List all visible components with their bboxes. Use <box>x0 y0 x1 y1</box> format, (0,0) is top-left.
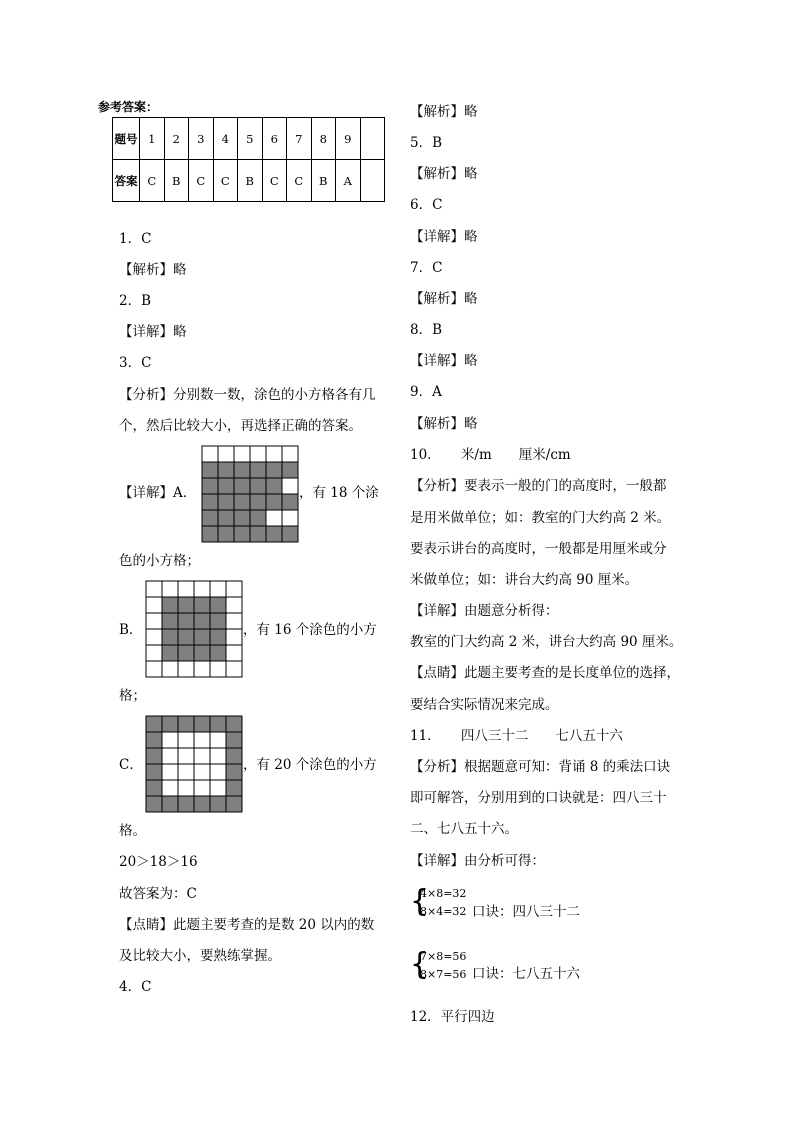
blank-cell <box>162 764 178 780</box>
text-line: 教室的门大约高 2 米，讲台大约高 90 厘米。 <box>410 634 683 650</box>
table-cell: B <box>311 160 336 202</box>
shaded-cell <box>146 716 162 732</box>
shaded-cell <box>162 716 178 732</box>
shaded-cell <box>266 462 282 478</box>
text-line: 【解析】略 <box>410 104 478 120</box>
blank-cell <box>146 613 162 629</box>
shaded-cell <box>194 629 210 645</box>
table-cell: 2 <box>164 118 189 160</box>
text-line: 7．C <box>410 260 443 276</box>
text-line: 【分析】要表示一般的门的高度时，一般都 <box>410 478 667 494</box>
shaded-cell <box>146 732 162 748</box>
text-line: 【解析】略 <box>119 262 187 278</box>
table-cell: A <box>336 160 361 202</box>
text-line: 1．C <box>119 231 152 247</box>
text-line: 【解析】略 <box>410 166 478 182</box>
table-cell: 1 <box>140 118 165 160</box>
grid-figure-c <box>145 715 243 813</box>
grid-b-svg <box>145 580 243 678</box>
blank-cell <box>282 510 298 526</box>
shaded-cell <box>178 645 194 661</box>
shaded-cell <box>218 478 234 494</box>
blank-cell <box>282 446 298 462</box>
shaded-cell <box>218 526 234 542</box>
answer-table-title: 参考答案： <box>98 100 159 114</box>
shaded-cell <box>202 478 218 494</box>
blank-cell <box>226 629 242 645</box>
shaded-cell <box>226 748 242 764</box>
blank-cell <box>162 732 178 748</box>
table-cell: B <box>238 160 263 202</box>
blank-cell <box>146 597 162 613</box>
shaded-cell <box>282 494 298 510</box>
blank-cell <box>210 748 226 764</box>
shaded-cell <box>210 597 226 613</box>
shaded-cell <box>162 613 178 629</box>
text-line: 色的小方格； <box>119 553 200 569</box>
shaded-cell <box>226 764 242 780</box>
brace-icon: { <box>410 947 430 982</box>
text-line: 【详解】略 <box>119 324 187 340</box>
text-line: 11． 四八三十二 七八五十六 <box>410 728 623 744</box>
shaded-cell <box>202 510 218 526</box>
equation: 8×4=32 <box>420 905 467 918</box>
blank-cell <box>266 446 282 462</box>
text-line: 9．A <box>410 384 442 400</box>
blank-cell <box>210 780 226 796</box>
blank-cell <box>162 748 178 764</box>
shaded-cell <box>194 645 210 661</box>
text-line: 即可解答，分别用到的口诀就是：四八三十 <box>410 790 667 806</box>
text-line: 6．C <box>410 197 443 213</box>
table-cell: 9 <box>336 118 361 160</box>
grid-c-svg <box>145 715 243 813</box>
text-line: 二、七八五十六。 <box>410 821 518 837</box>
text-line: 格； <box>119 688 146 704</box>
shaded-cell <box>162 796 178 812</box>
grid-figure-a <box>201 445 299 543</box>
shaded-cell <box>234 462 250 478</box>
shaded-cell <box>226 732 242 748</box>
text-line: 8．B <box>410 322 443 338</box>
shaded-cell <box>178 796 194 812</box>
shaded-cell <box>226 716 242 732</box>
text-line: 4．C <box>119 979 152 995</box>
shaded-cell <box>234 526 250 542</box>
shaded-cell <box>250 478 266 494</box>
text-line: 【详解】由题意分析得： <box>410 603 559 619</box>
shaded-cell <box>194 597 210 613</box>
text-line: 【分析】根据题意可知：背诵 8 的乘法口诀 <box>410 759 671 775</box>
blank-cell <box>178 732 194 748</box>
text-line: 10． 米/m 厘米/cm <box>410 447 571 463</box>
shaded-cell <box>266 526 282 542</box>
text-line: 【详解】A． <box>119 485 197 501</box>
blank-cell <box>194 661 210 677</box>
shaded-cell <box>266 478 282 494</box>
blank-cell <box>178 581 194 597</box>
text-line: 3．C <box>119 355 152 371</box>
table-cell: 4 <box>213 118 238 160</box>
text-line: 【详解】略 <box>410 229 478 245</box>
shaded-cell <box>250 462 266 478</box>
text-line: ，有 18 个涂 <box>299 485 379 501</box>
blank-cell <box>146 581 162 597</box>
table-cell <box>360 160 385 202</box>
shaded-cell <box>282 526 298 542</box>
koujue-text: 口诀：七八五十六 <box>472 966 580 982</box>
shaded-cell <box>194 796 210 812</box>
text-line: 2．B <box>119 293 152 309</box>
shaded-cell <box>146 764 162 780</box>
blank-cell <box>162 661 178 677</box>
table-cell: C <box>189 160 214 202</box>
koujue-text: 口诀：四八三十二 <box>472 904 580 920</box>
blank-cell <box>178 661 194 677</box>
text-line: 【解析】略 <box>410 416 478 432</box>
blank-cell <box>178 748 194 764</box>
text-line: 要结合实际情况来完成。 <box>410 697 559 713</box>
table-cell: 7 <box>287 118 312 160</box>
text-line: 要表示讲台的高度时，一般都是用厘米或分 <box>410 541 667 557</box>
shaded-cell <box>210 629 226 645</box>
equation: 7×8=56 <box>420 950 467 963</box>
shaded-cell <box>202 526 218 542</box>
shaded-cell <box>218 494 234 510</box>
blank-cell <box>210 661 226 677</box>
text-line: 【解析】略 <box>410 291 478 307</box>
shaded-cell <box>202 462 218 478</box>
table-cell: C <box>287 160 312 202</box>
shaded-cell <box>194 716 210 732</box>
table-cell <box>360 118 385 160</box>
text-line: ，有 16 个涂色的小方 <box>243 622 377 638</box>
shaded-cell <box>178 716 194 732</box>
blank-cell <box>194 748 210 764</box>
blank-cell <box>282 478 298 494</box>
shaded-cell <box>210 613 226 629</box>
shaded-cell <box>178 629 194 645</box>
blank-cell <box>146 629 162 645</box>
blank-cell <box>162 581 178 597</box>
blank-cell <box>250 446 266 462</box>
shaded-cell <box>146 780 162 796</box>
shaded-cell <box>178 613 194 629</box>
shaded-cell <box>218 510 234 526</box>
shaded-cell <box>234 478 250 494</box>
shaded-cell <box>282 462 298 478</box>
shaded-cell <box>226 780 242 796</box>
equation: 4×8=32 <box>420 887 467 900</box>
shaded-cell <box>162 645 178 661</box>
blank-cell <box>202 446 218 462</box>
shaded-cell <box>202 494 218 510</box>
grid-a-svg <box>201 445 299 543</box>
shaded-cell <box>210 796 226 812</box>
blank-cell <box>162 780 178 796</box>
shaded-cell <box>234 494 250 510</box>
brace-icon: { <box>410 884 430 919</box>
text-line: 【详解】由分析可得： <box>410 853 545 869</box>
shaded-cell <box>226 796 242 812</box>
table-cell: B <box>164 160 189 202</box>
shaded-cell <box>146 748 162 764</box>
shaded-cell <box>194 613 210 629</box>
blank-cell <box>178 764 194 780</box>
table-cell: 8 <box>311 118 336 160</box>
text-line: 5．B <box>410 135 443 151</box>
text-line: 20＞18＞16 <box>119 854 198 870</box>
shaded-cell <box>210 645 226 661</box>
blank-cell <box>194 780 210 796</box>
text-line: 【点睛】此题主要考查的是长度单位的选择， <box>410 665 680 681</box>
blank-cell <box>194 732 210 748</box>
blank-cell <box>234 446 250 462</box>
shaded-cell <box>250 510 266 526</box>
shaded-cell <box>178 597 194 613</box>
text-line: 12．平行四边 <box>410 1009 495 1025</box>
table-cell: 3 <box>189 118 214 160</box>
blank-cell <box>210 764 226 780</box>
table-cell: 6 <box>262 118 287 160</box>
equation: 8×7=56 <box>420 968 467 981</box>
text-line: 个，然后比较大小，再选择正确的答案。 <box>119 418 362 434</box>
blank-cell <box>194 581 210 597</box>
shaded-cell <box>162 597 178 613</box>
text-line: C． <box>119 757 143 773</box>
shaded-cell <box>250 526 266 542</box>
table-cell: 5 <box>238 118 263 160</box>
blank-cell <box>226 661 242 677</box>
shaded-cell <box>218 462 234 478</box>
table-header-tihao: 题号 <box>113 118 140 160</box>
table-cell: C <box>140 160 165 202</box>
shaded-cell <box>210 716 226 732</box>
answer-table-number-row <box>113 118 385 160</box>
text-line: 格。 <box>119 823 146 839</box>
shaded-cell <box>234 510 250 526</box>
text-line: 故答案为：C <box>119 886 197 902</box>
blank-cell <box>218 446 234 462</box>
blank-cell <box>146 645 162 661</box>
text-line: 【点睛】此题主要考查的是数 20 以内的数 <box>119 917 375 933</box>
blank-cell <box>210 732 226 748</box>
shaded-cell <box>146 796 162 812</box>
text-line: 米做单位；如：讲台大约高 90 厘米。 <box>410 572 639 588</box>
table-header-daan: 答案 <box>113 160 140 202</box>
blank-cell <box>210 581 226 597</box>
table-cell: C <box>262 160 287 202</box>
text-line: 【详解】略 <box>410 353 478 369</box>
shaded-cell <box>266 494 282 510</box>
shaded-cell <box>250 494 266 510</box>
text-line: 是用米做单位；如：教室的门大约高 2 米。 <box>410 510 671 526</box>
shaded-cell <box>162 629 178 645</box>
blank-cell <box>178 780 194 796</box>
table-cell: C <box>213 160 238 202</box>
text-line: 及比较大小，要熟练掌握。 <box>119 948 281 964</box>
blank-cell <box>146 661 162 677</box>
blank-cell <box>226 645 242 661</box>
grid-figure-b <box>145 580 243 678</box>
answer-table <box>112 117 385 202</box>
blank-cell <box>226 613 242 629</box>
text-line: B． <box>119 622 143 638</box>
blank-cell <box>266 510 282 526</box>
answer-table-answer-row <box>113 160 385 202</box>
text-line: 【分析】分别数一数，涂色的小方格各有几 <box>119 387 376 403</box>
blank-cell <box>226 581 242 597</box>
blank-cell <box>194 764 210 780</box>
blank-cell <box>226 597 242 613</box>
text-line: ，有 20 个涂色的小方 <box>243 757 377 773</box>
